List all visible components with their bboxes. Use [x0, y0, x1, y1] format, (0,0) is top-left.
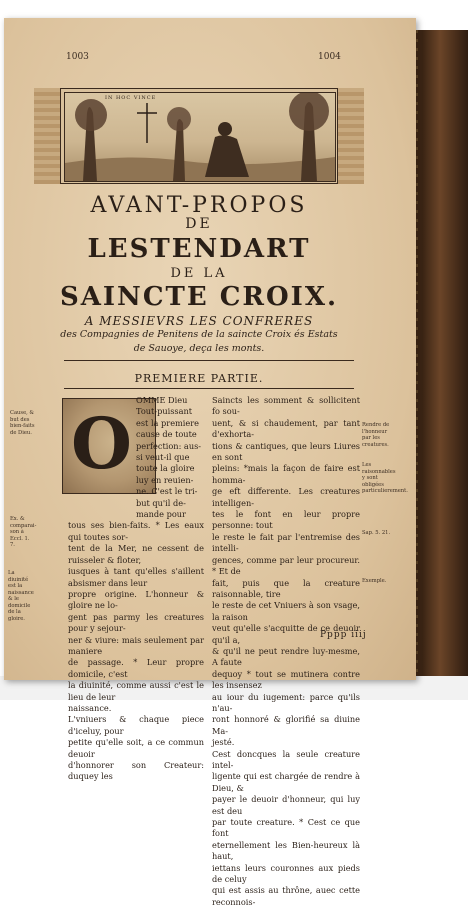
margin-note-right-2: Les raisonnables y sont obligées particulierement. [362, 462, 408, 494]
text-line: tous ses bien-faits. * Les eaux qui toutes sor- [68, 520, 204, 542]
text-line: d'honnorer son Createur: duquey les [68, 760, 204, 782]
text-line: cause de toute [136, 429, 197, 440]
text-line: au iour du iugement: parce qu'ils n'au- [212, 691, 360, 713]
text-line: si veut-il que [136, 452, 190, 463]
text-line: qui est assis au thrône, auec cette reconnois- [212, 885, 360, 907]
text-line: but qu'il de- [136, 497, 186, 508]
text-line: iettans leurs couronnes aux pieds de celuy [212, 862, 360, 885]
text-line: tent de la Mer, ne cessent de ruisseler & floter, [68, 543, 204, 565]
text-line: eternellement les Bien-heureux là haut, [212, 839, 360, 862]
text-line: gent pas parmy les creatures pour y sejour- [68, 611, 204, 634]
text-line: de passage. * Leur propre domicile, c'est [68, 657, 204, 679]
subtitle-dedication: A MESSIEVRS LES CONFRERES [84, 314, 314, 328]
text-line: ne. C'est le tri- [136, 486, 198, 497]
text-line: naissance. [68, 702, 112, 713]
text-line: ront honnoré & glorifié sa diuine Ma- [212, 714, 360, 736]
margin-note-left-2: Ex. & comparai-son à Eccl. 1. 7. [10, 516, 37, 548]
page-number-left: 1003 [66, 52, 89, 62]
signature-mark: Pppp iiij [320, 630, 367, 640]
text-line: Saincts les somment & sollicitent fo sou- [212, 395, 360, 417]
text-line: payer le deuoir d'honneur, qui luy est deu [212, 794, 360, 816]
subtitle-line-2: des Compagnies de Penitens de la saincte Croix és Estats [60, 329, 338, 340]
text-line: & qu'il ne peut rendre luy-mesme, A faute [212, 645, 360, 668]
right-text-column [212, 395, 360, 908]
text-line: ligente qui est chargée de rendre à Dieu, & [212, 771, 360, 793]
text-line: Cest doncques la seule creature intel- [212, 748, 360, 770]
page-number-right: 1004 [318, 52, 341, 62]
text-line: tions & cantiques, que leurs Liures en sont [212, 440, 360, 463]
text-line: le reste de cet Vniuers à son vsage, la raison [212, 600, 360, 622]
margin-note-right-1: Rendre de l'honneur par les creatures. [362, 422, 390, 448]
headpiece-motto: IN HOC VINCE [105, 95, 157, 101]
text-line: perfection: aus- [136, 440, 202, 451]
subtitle-line-3: de Sauoye, deça les monts. [133, 343, 265, 354]
text-line: gences, comme par leur procureur. * Et de [212, 554, 360, 577]
text-line: ge eft differente. Les creatures intelligen- [212, 486, 360, 508]
text-line: la diuinité, comme aussi c'est le lieu de leur [68, 680, 204, 702]
text-line: L'vniuers & chaque piece d'iceluy, pour [68, 714, 204, 736]
title-line-saincte-croix: SAINCTE CROIX. [59, 282, 339, 312]
text-line: propre origine. L'honneur & gloire ne lo- [68, 588, 204, 611]
title-line-avant-propos: AVANT-PROPOS [90, 193, 308, 218]
margin-note-right-3: Sap. 5. 21. [362, 530, 391, 536]
text-line: uent, & si chaudement, par tant d'exhorta- [212, 417, 360, 440]
top-rule [64, 360, 354, 361]
title-line-de: DE [185, 216, 213, 232]
margin-note-left-3: La diuinité est la naissance & le domicile de la gloire. [8, 570, 34, 622]
text-line: tes le font en leur propre personne: tout [212, 509, 360, 531]
text-line: Tout-puissant [136, 406, 193, 417]
book-page [4, 18, 416, 907]
text-line: mande pour [136, 509, 186, 520]
text-line: dequoy * tout se mutinera contre les insensez [212, 668, 360, 691]
text-line: petite qu'elle soit, a ce commun deuoir [68, 737, 204, 759]
penitent-scene-illustration [65, 93, 335, 181]
text-line: pleins: *mais la façon de faire est homma- [212, 463, 360, 485]
margin-note-left-1: Cause, & but des bien-faits de Dieu. [10, 410, 35, 436]
headpiece-left-border [34, 88, 61, 184]
title-line-lestendart: LESTENDART [87, 234, 311, 264]
dropcap-letter: O [71, 402, 132, 485]
bottom-rule [64, 388, 354, 389]
left-text-column [68, 395, 204, 783]
text-line: ner & viure: mais seulement par maniere [68, 634, 204, 656]
text-line: fait, puis que la creature raisonnable, tire [212, 577, 360, 599]
text-line: veut qu'elle s'acquitte de ce deuoir qu'il a, [212, 623, 360, 645]
text-line: luy en reuien- [136, 474, 194, 485]
headpiece-right-border [337, 88, 364, 184]
section-heading: PREMIERE PARTIE. [134, 372, 264, 385]
text-line: jesté. [212, 737, 235, 748]
text-line: iusques à tant qu'elles s'aillent absismer dans leur [68, 566, 204, 588]
text-line: OMME Dieu [136, 395, 188, 405]
title-line-de-la: DE LA [170, 266, 228, 281]
text-line: est la premiere [136, 417, 200, 428]
headpiece-scene [64, 92, 336, 182]
engraved-headpiece [34, 88, 364, 184]
margin-note-right-4: Exemple. [362, 578, 387, 584]
text-line: le reste le fait par l'entremise des intelli- [212, 531, 360, 554]
text-line: toute la gloire [136, 463, 195, 474]
text-line: par toute creature. * Cest ce que font [212, 817, 360, 839]
